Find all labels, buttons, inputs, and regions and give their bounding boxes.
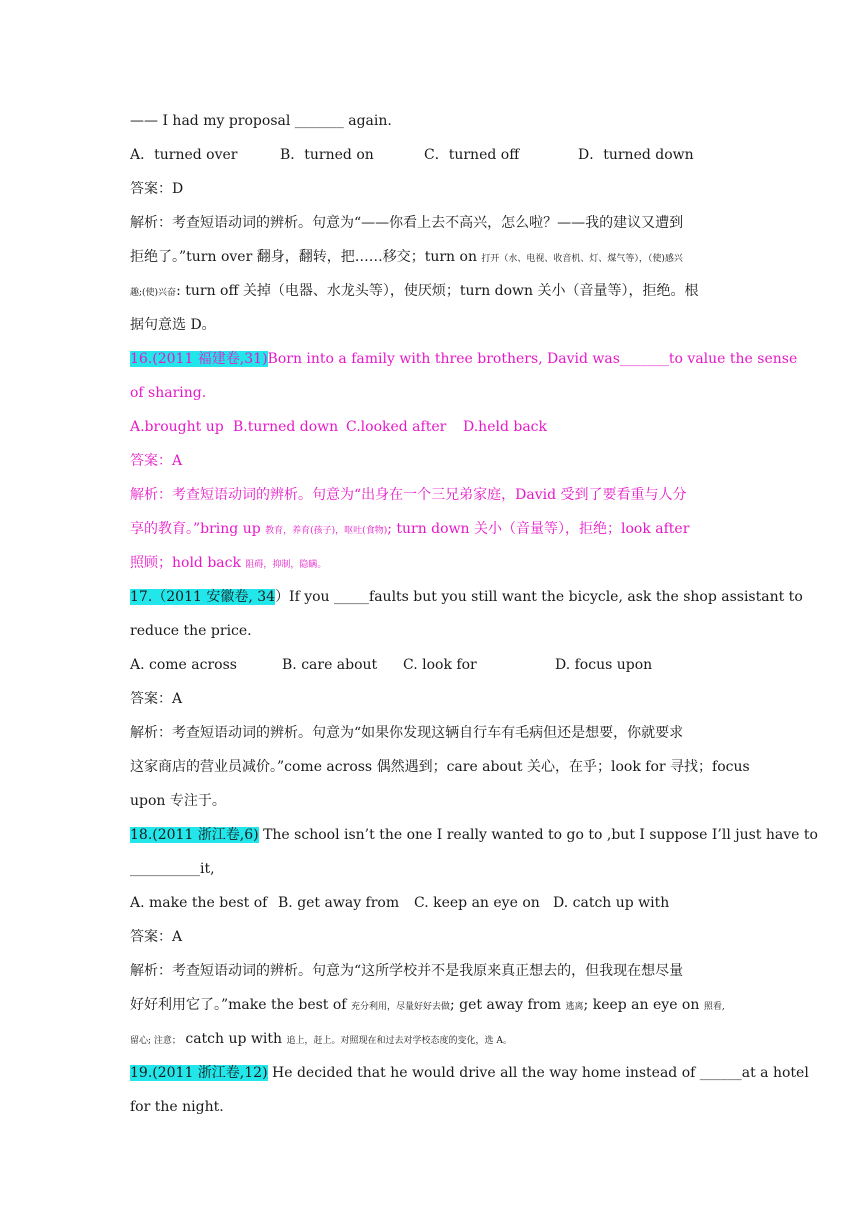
q15-option-a: A．turned over [130, 147, 238, 163]
q16-option-c: C.looked after [346, 419, 447, 435]
q18-options [130, 886, 734, 920]
q16-stem-line2: of sharing. [130, 385, 207, 401]
q16-option-a: A.brought up [130, 419, 224, 435]
q18-explanation-line2: 好好利用它了。”make the best of 充分利用，尽量好好去做; get away from 逃离; keep an eye on 照看, [130, 997, 725, 1013]
q16-answer: 答案：A [130, 453, 183, 469]
q17-options [130, 648, 734, 682]
q19-stem-line2: for the night. [130, 1099, 224, 1115]
q15-explanation-line1: 解析：考查短语动词的辨析。句意为“——你看上去不高兴，怎么啦？——我的建议又遭到 [130, 215, 684, 231]
q15-explanation-line3: 趣;(使)兴奋: turn off 关掉（电器、水龙头等），使厌烦；turn down 关小（音量等），拒绝。根 [130, 283, 699, 299]
q15-option-c: C．turned off [424, 147, 520, 163]
q16-stem-line1: 16.(2011 福建卷,31)Born into a family with three brothers, David was_______to value the sense [130, 351, 798, 367]
q17-answer: 答案：A [130, 691, 183, 707]
q16-option-d: D.held back [463, 419, 547, 435]
q19-tag: 19.(2011 浙江卷,12) [130, 1065, 268, 1081]
q15-answer: 答案：D [130, 181, 184, 197]
q18-option-d: D. catch up with [553, 895, 670, 911]
q15-options [130, 138, 734, 172]
q15-option-b: B．turned on [280, 147, 374, 163]
q17-explanation-line2: 这家商店的营业员减价。”come across 偶然遇到；care about 关心，在乎；look for 寻找；focus [130, 759, 750, 775]
q18-tag: 18.(2011 浙江卷,6) [130, 827, 259, 843]
q16-option-b: B.turned down [233, 419, 339, 435]
q17-option-d: D. focus upon [555, 657, 653, 673]
q16-options [130, 410, 734, 444]
q18-option-b: B. get away from [278, 895, 400, 911]
q16-explanation-line3: 照顾；hold back 阻碍，抑制，隐瞒。 [130, 555, 327, 571]
q18-answer: 答案：A [130, 929, 183, 945]
q16-explanation-line1: 解析：考查短语动词的辨析。句意为“出身在一个三兄弟家庭，David 受到了要看重与人分 [130, 487, 687, 503]
q18-explanation-line1: 解析：考查短语动词的辨析。句意为“这所学校并不是我原来真正想去的，但我现在想尽量 [130, 963, 684, 979]
q18-stem-line1: 18.(2011 浙江卷,6) The school isn’t the one I really wanted to go to ,but I suppose I’ll just have to [130, 827, 818, 843]
q17-explanation-line1: 解析：考查短语动词的辨析。句意为“如果你发现这辆自行车有毛病但还是想要，你就要求 [130, 725, 684, 741]
q19-stem-line1: 19.(2011 浙江卷,12) He decided that he would drive all the way home instead of ______at a hotel [130, 1065, 809, 1081]
q16-explanation-line2: 享的教育。”bring up 教育，养育(孩子)，呕吐(食物); turn down 关小（音量等），拒绝；look after [130, 521, 690, 537]
q18-option-c: C. keep an eye on [414, 895, 540, 911]
q17-option-b: B. care about [282, 657, 378, 673]
q17-option-c: C. look for [403, 657, 477, 673]
document-page [130, 104, 818, 1124]
q17-option-a: A. come across [130, 657, 237, 673]
q17-stem-line2: reduce the price. [130, 623, 252, 639]
q15-stem: —— I had my proposal _______ again. [130, 113, 392, 129]
q16-tag: 16.(2011 福建卷,31) [130, 351, 268, 367]
q15-explanation-line4: 据句意选 D。 [130, 317, 216, 333]
q15-explanation-line2: 拒绝了。”turn over 翻身，翻转，把……移交；turn on 打开（水、电视、收音机、灯、煤气等），（使)感兴 [130, 249, 683, 265]
q17-tag: 17.（2011 安徽卷, 34 [130, 589, 276, 605]
q18-option-a: A. make the best of [130, 895, 268, 911]
q17-stem-line1: 17.（2011 安徽卷, 34）If you _____faults but you still want the bicycle, ask the shop assistant to [130, 589, 803, 605]
q15-option-d: D．turned down [578, 147, 694, 163]
q17-explanation-line3: upon 专注于。 [130, 793, 226, 809]
q18-stem-line2: __________it, [130, 861, 215, 877]
q18-explanation-line3: 留心; 注意； catch up with 追上，赶上。对照现在和过去对学校态度的变化，选 A。 [130, 1031, 512, 1047]
